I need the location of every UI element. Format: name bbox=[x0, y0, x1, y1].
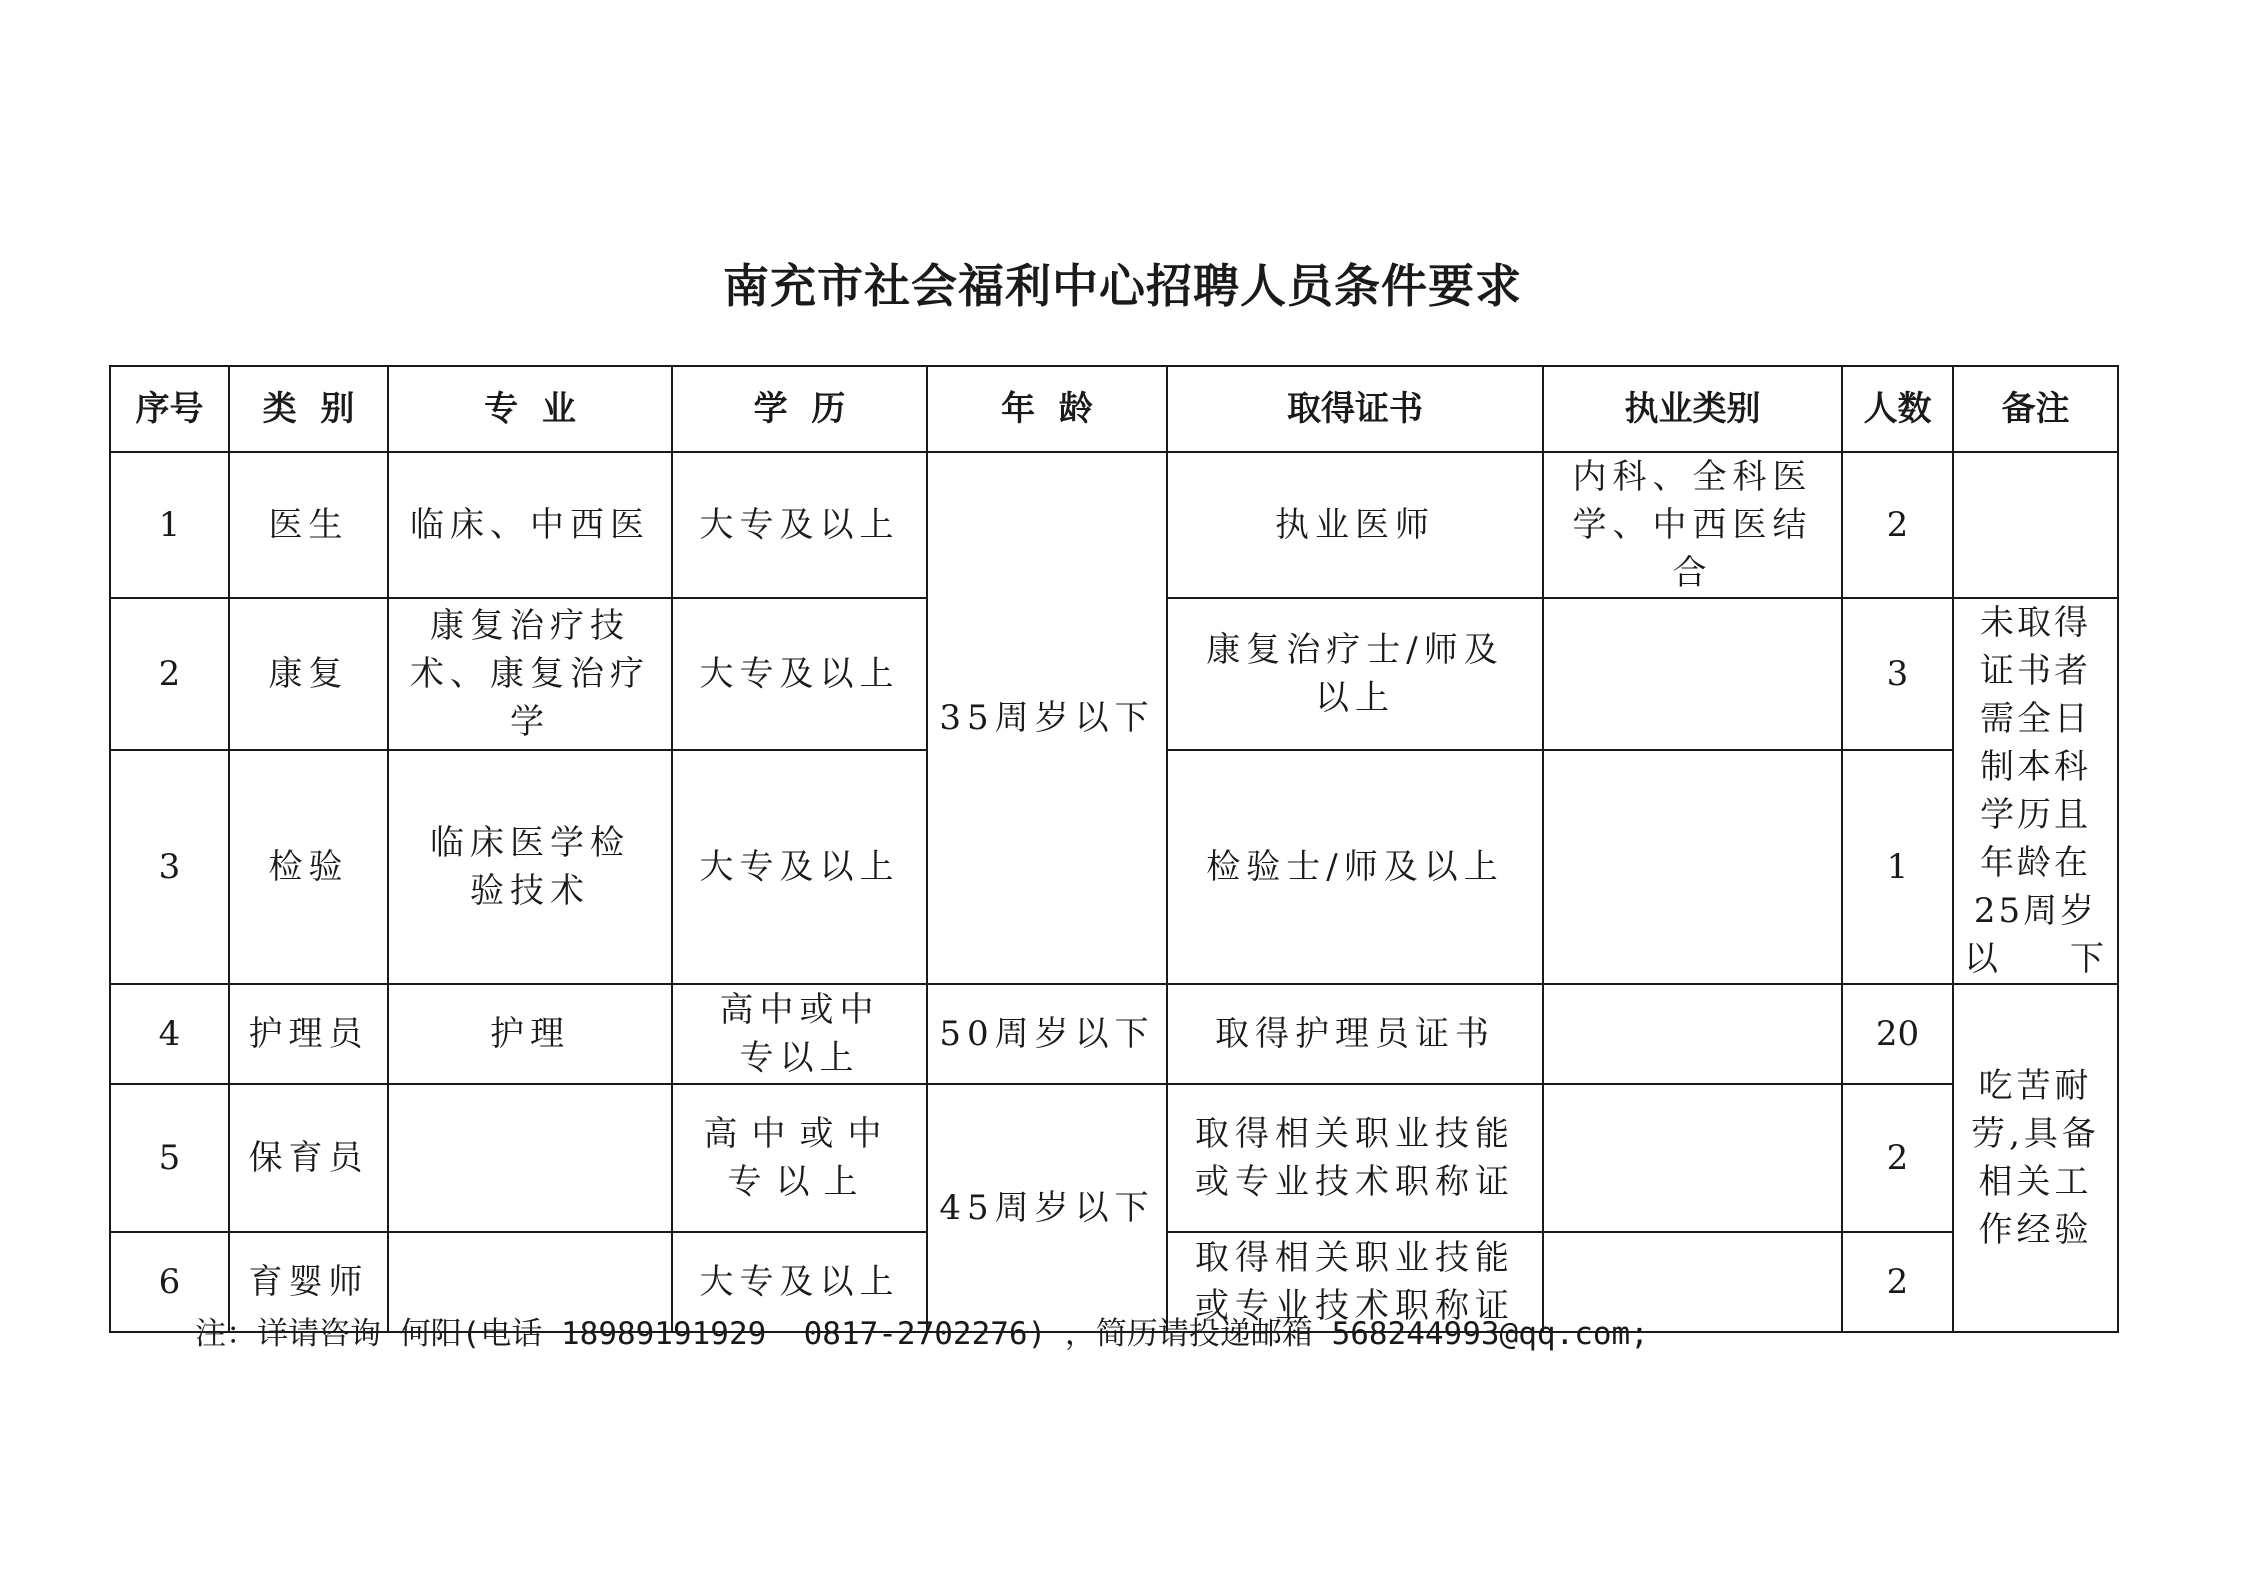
cell-no: 4 bbox=[110, 984, 229, 1084]
cell-category: 检验 bbox=[229, 750, 388, 984]
header-major: 专 业 bbox=[388, 366, 672, 452]
table-header-row bbox=[110, 366, 2118, 452]
cell-remark: 吃苦耐劳,具备相关工作经验 bbox=[1953, 984, 2118, 1332]
table-row bbox=[110, 1084, 2118, 1232]
cell-education: 大专及以上 bbox=[672, 598, 927, 750]
cell-count: 2 bbox=[1842, 452, 1953, 598]
cell-education: 大专及以上 bbox=[672, 1232, 927, 1332]
cell-category: 保育员 bbox=[229, 1084, 388, 1232]
cell-certificate: 取得护理员证书 bbox=[1167, 984, 1543, 1084]
cell-no: 1 bbox=[110, 452, 229, 598]
requirements-table bbox=[109, 365, 2119, 1333]
cell-practice-type bbox=[1543, 750, 1842, 984]
table-row bbox=[110, 452, 2118, 598]
cell-education: 大专及以上 bbox=[672, 750, 927, 984]
cell-count: 2 bbox=[1842, 1084, 1953, 1232]
header-practice-type: 执业类别 bbox=[1543, 366, 1842, 452]
cell-no: 5 bbox=[110, 1084, 229, 1232]
cell-practice-type bbox=[1543, 984, 1842, 1084]
cell-count: 3 bbox=[1842, 598, 1953, 750]
cell-certificate: 执业医师 bbox=[1167, 452, 1543, 598]
cell-age-group: 45周岁以下 bbox=[927, 1084, 1167, 1332]
cell-count: 1 bbox=[1842, 750, 1953, 984]
cell-category: 护理员 bbox=[229, 984, 388, 1084]
header-category: 类 别 bbox=[229, 366, 388, 452]
cell-no: 2 bbox=[110, 598, 229, 750]
cell-major: 护理 bbox=[388, 984, 672, 1084]
cell-certificate: 取得相关职业技能或专业技术职称证 bbox=[1167, 1232, 1543, 1332]
page-title: 南充市社会福利中心招聘人员条件要求 bbox=[723, 259, 1522, 313]
cell-no: 6 bbox=[110, 1232, 229, 1332]
cell-education: 高中或中专以上 bbox=[672, 984, 927, 1084]
table-row bbox=[110, 984, 2118, 1084]
header-education: 学 历 bbox=[672, 366, 927, 452]
cell-category: 康复 bbox=[229, 598, 388, 750]
cell-certificate: 取得相关职业技能或专业技术职称证 bbox=[1167, 1084, 1543, 1232]
cell-remark: 未取得证书者需全日制本科学历且年龄在25周岁以下 bbox=[1953, 598, 2118, 984]
cell-major: 临床医学检验技术 bbox=[388, 750, 672, 984]
cell-age-group: 50周岁以下 bbox=[927, 984, 1167, 1084]
cell-certificate: 康复治疗士/师及以上 bbox=[1167, 598, 1543, 750]
cell-practice-type: 内科、全科医学、中西医结合 bbox=[1543, 452, 1842, 598]
contact-footnote: 注：详请咨询 何阳(电话 18989191929 0817-2702276) ，简历请投递邮箱 568244993@qq.com; bbox=[195, 1316, 1649, 1352]
cell-education: 大专及以上 bbox=[672, 452, 927, 598]
cell-remark-empty bbox=[1953, 452, 2118, 598]
cell-major: 临床、中西医 bbox=[388, 452, 672, 598]
cell-category: 医生 bbox=[229, 452, 388, 598]
header-count: 人数 bbox=[1842, 366, 1953, 452]
cell-practice-type bbox=[1543, 1084, 1842, 1232]
cell-practice-type bbox=[1543, 598, 1842, 750]
header-age: 年 龄 bbox=[927, 366, 1167, 452]
cell-count: 20 bbox=[1842, 984, 1953, 1084]
cell-major: 康复治疗技术、康复治疗学 bbox=[388, 598, 672, 750]
cell-no: 3 bbox=[110, 750, 229, 984]
header-certificate: 取得证书 bbox=[1167, 366, 1543, 452]
header-no: 序号 bbox=[110, 366, 229, 452]
cell-major bbox=[388, 1084, 672, 1232]
cell-certificate: 检验士/师及以上 bbox=[1167, 750, 1543, 984]
cell-age-group: 35周岁以下 bbox=[927, 452, 1167, 984]
header-remark: 备注 bbox=[1953, 366, 2118, 452]
cell-category: 育婴师 bbox=[229, 1232, 388, 1332]
cell-count: 2 bbox=[1842, 1232, 1953, 1332]
cell-education: 高中或中专以上 bbox=[672, 1084, 927, 1232]
